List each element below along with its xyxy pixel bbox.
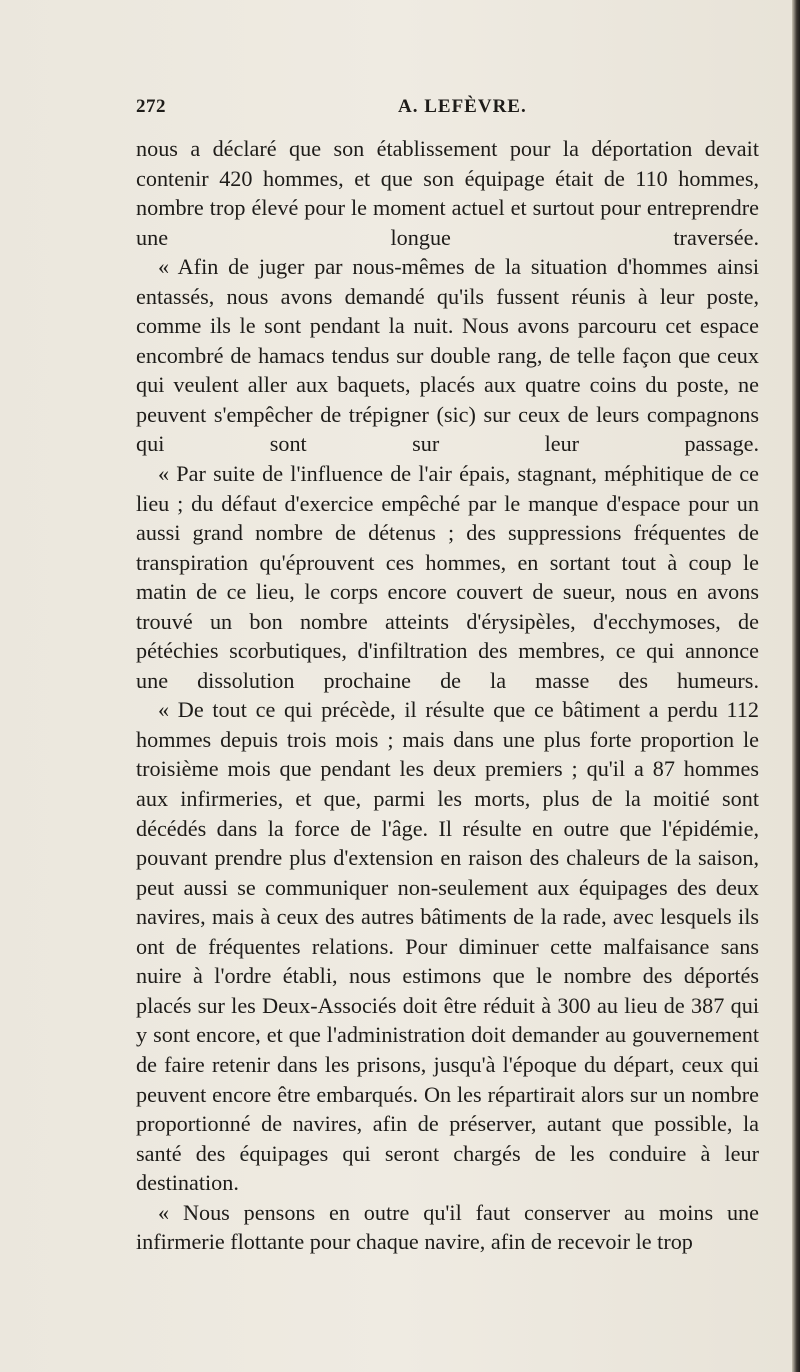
paragraph-5: « Nous pensons en outre qu'il faut conserver au moins une infirmerie flottante pour chaque navire, afin de recevoir le trop (136, 1199, 759, 1255)
page-header (136, 96, 759, 122)
paragraph-2: « Afin de juger par nous-mêmes de la situation d'hommes ainsi entassés, nous avons demandé qu'ils fussent réunis à leur poste, comme ils le sont pendant la nuit. Nous avons parcouru cet espace encombré de hamacs tendus sur double rang, de telle façon que ceux qui veulent aller aux baquets, placés aux quatre coins du poste, ne peuvent s'empêcher de trépigner (sic) sur ceux de leurs compagnons qui sont sur leur passage. (136, 254, 759, 457)
body-text (136, 134, 759, 1257)
paragraph-3: « Par suite de l'influence de l'air épais, stagnant, méphitique de ce lieu ; du défaut d'exercice empêché par le manque d'espace pour un aussi grand nombre de détenus ; des suppressions fréquentes de transpiration qu'éprouvent ces hommes, en sortant tout à coup le matin de ce lieu, le corps encore couvert de sueur, nous en avons trouvé un bon nombre atteints d'érysipèles, d'ecchymoses, de pétéchies scorbutiques, d'infiltration des membres, ce qui annonce une dissolution prochaine de la masse des humeurs. (136, 461, 759, 693)
paragraph-4: « De tout ce qui précède, il résulte que ce bâtiment a perdu 112 hommes depuis trois mois ; mais dans une plus forte proportion le troisième mois que pendant les deux premiers ; qu'il a 87 hommes aux infirmeries, et que, parmi les morts, plus de la moitié sont décédés dans la force de l'âge. Il résulte en outre que l'épidémie, pouvant prendre plus d'extension en raison des chaleurs de la saison, peut aussi se communiquer non-seulement aux équipages des deux navires, mais à ceux des autres bâtiments de la rade, avec lesquels ils ont de fréquentes relations. Pour diminuer cette malfaisance sans nuire à l'ordre établi, nous estimons que le nombre des déportés placés sur les Deux-Associés doit être réduit à 300 au lieu de 387 qui y sont encore, et que l'administration doit demander au gouvernement de faire retenir dans les prisons, jusqu'à l'époque du départ, ceux qui peuvent encore être embarqués. On les répartirait alors sur un nombre proportionné de navires, afin de préserver, autant que possible, la santé des équipages qui seront chargés de les conduire à leur destination. (136, 697, 759, 1196)
paragraph-1: nous a déclaré que son établissement pour la déportation devait contenir 420 hommes, et que son équipage était de 110 hommes, nombre trop élevé pour le moment actuel et surtout pour entreprendre une longue traversée. (136, 136, 759, 250)
page-number: 272 (136, 96, 166, 117)
running-head: A. LEFÈVRE. (398, 96, 527, 117)
binding-edge (792, 0, 800, 1372)
